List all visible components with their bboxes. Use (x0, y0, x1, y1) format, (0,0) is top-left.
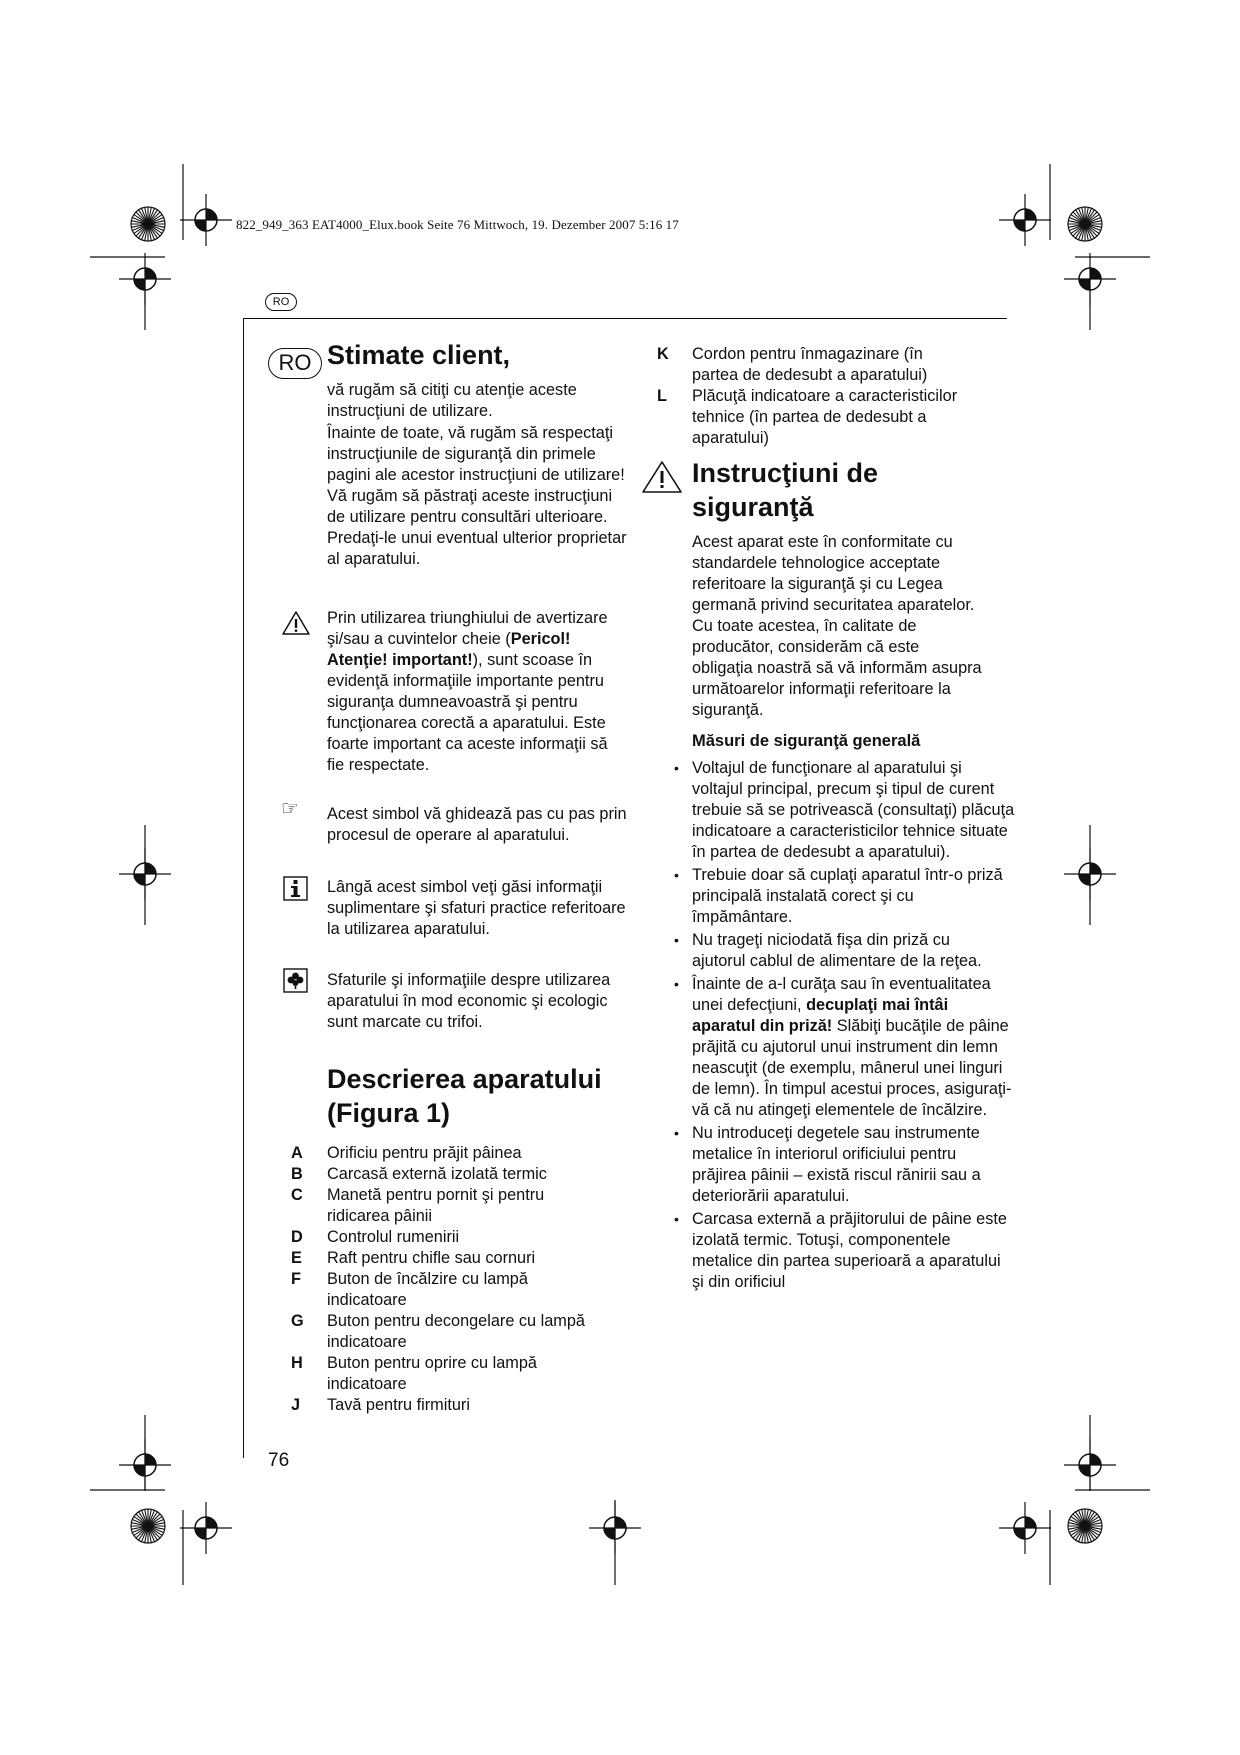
description-title-line-2: (Figura 1) (327, 1098, 451, 1128)
list-item: B Carcasă externă izolată termic (291, 1165, 547, 1183)
safety-warning-triangle-icon (641, 460, 683, 494)
list-item: • Înainte de a-l curăţa sau în eventualitatea unei defecţiuni, decuplaţi mai întâi aparatul din priză! Slăbiţi bucăţile de pâine prăjită cu ajutorul unui instrument din lemn neascuţit (de exemplu, mânerul unei linguri de lemn). În timpul acestui proces, asiguraţi-vă că nu atingeţi elementele de încălzire. (674, 975, 1012, 1119)
list-item: • Nu introduceţi degetele sau instrumente metalice în interiorul orificiului pentru prăjirea pâinii – există riscul rănirii sau a deteriorării aparatului. (674, 1124, 981, 1205)
parts-list-continued (657, 344, 1017, 449)
warning-triangle-icon (281, 610, 311, 636)
safety-title-line-2: siguranţă (692, 492, 814, 522)
list-item: K Cordon pentru înmagazinare (în partea de dedesubt a aparatului) (657, 345, 928, 384)
list-item: L Plăcuţă indicatoare a caracteristicilor tehnice (în partea de dedesubt a aparatului) (657, 387, 958, 447)
safety-title-line-1: Instrucţiuni de (692, 458, 879, 488)
list-item: • Nu trageţi niciodată fişa din priză cu ajutorul cablul de alimentare de la reţea. (674, 931, 982, 970)
list-item: E Raft pentru chifle sau cornuri (291, 1249, 536, 1267)
list-item: • Trebuie doar să cuplaţi aparatul într-o priză principală instalată corect şi cu împământare. (674, 866, 1003, 926)
list-item: D Controlul rumenirii (291, 1228, 460, 1246)
clover-symbol-text: Sfaturile şi informaţiile despre utilizarea aparatului în mod economic şi ecologic sunt marcate cu trifoi. (327, 971, 611, 1031)
parts-list (291, 1143, 636, 1416)
page-number: 76 (268, 1450, 290, 1471)
language-badge-small: RO (265, 293, 297, 311)
clover-icon (283, 968, 308, 993)
list-item: A Orificiu pentru prăjit pâinea (291, 1144, 522, 1162)
left-margin-rule (243, 318, 244, 1458)
warning-symbol-text: Prin utilizarea triunghiului de avertizare şi/sau a cuvintelor cheie (Pericol! Atenţie! important!), sunt scoase în evidenţă informaţiile importante pentru siguranţa dumneavoastră şi pentru funcţionarea corectă a aparatului. Este foarte important ca aceste informaţii să fie respectate. (327, 609, 608, 774)
safety-bullet-list (670, 758, 1015, 1295)
hand-symbol-text: Acest simbol vă ghidează pas cu pas prin procesul de operare al aparatului. (327, 805, 627, 844)
safety-title (692, 456, 878, 524)
list-item: C Manetă pentru pornit şi pentru ridicarea pâinii (291, 1186, 545, 1225)
description-title-line-1: Descrierea aparatului (327, 1064, 602, 1094)
list-item: F Buton de încălzire cu lampă indicatoare (291, 1270, 528, 1309)
description-title (327, 1062, 602, 1130)
list-item: H Buton pentru oprire cu lampă indicatoare (291, 1354, 537, 1393)
list-item: • Carcasa externă a prăjitorului de pâine este izolată termic. Totuşi, componentele metalice din partea superioară a aparatului şi din orificiul (674, 1210, 1007, 1291)
list-item: G Buton pentru decongelare cu lampă indicatoare (291, 1312, 585, 1351)
list-item: • Voltajul de funcţionare al aparatului şi voltajul principal, precum şi tipul de curent trebuie să se potrivească (consultaţi) plăcuţa indicatoare a caracteristicilor tehnice situate în partea de dedesubt a aparatului). (674, 759, 1015, 861)
header-rule (243, 318, 1007, 319)
file-info: 822_949_363 EAT4000_Elux.book Seite 76 Mittwoch, 19. Dezember 2007 5:16 17 (236, 217, 679, 232)
pointing-hand-icon: ☞ (281, 798, 299, 820)
safety-subheading: Măsuri de siguranţă generală (692, 732, 921, 750)
intro-paragraph-1: vă rugăm să citiţi cu atenţie aceste instrucţiuni de utilizare. (327, 381, 577, 420)
safety-intro: Acest aparat este în conformitate cu standardele tehnologice acceptate referitoare la siguranţă şi cu Legea germană privind securitatea aparatelor. Cu toate acestea, în calitate de producător, considerăm că este obligaţia noastră să vă informăm asupra următoarelor informaţii referitoare la siguranţă. (692, 533, 982, 719)
info-icon (283, 876, 308, 901)
list-item: J Tavă pentru firmituri (291, 1396, 470, 1414)
language-badge-large: RO (268, 348, 322, 379)
intro-title: Stimate client, (327, 340, 511, 370)
intro-paragraph-2: Înainte de toate, vă rugăm să respectaţi instrucţiunile de siguranţă din primele pagini ale acestor instrucţiuni de utilizare! Vă rugăm să păstraţi aceste instrucţiuni de utilizare pentru consultări ulterioare. Predaţi-le unui eventual ulterior proprietar al aparatului. (327, 424, 627, 568)
info-symbol-text: Lângă acest simbol veţi găsi informaţii suplimentare şi sfaturi practice referitoare la utilizarea aparatului. (327, 878, 626, 938)
